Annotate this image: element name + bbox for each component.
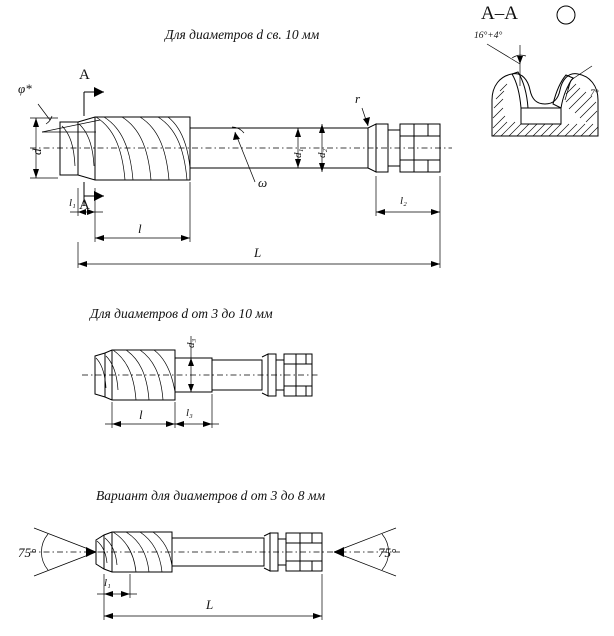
bottom-angle-right-label: 75° (378, 545, 397, 560)
mid-variant-title: Для диаметров d от 3 до 10 мм (90, 306, 273, 321)
main-variant-title: Для диаметров d св. 10 мм (165, 27, 320, 42)
len-l1-label: l₁ (69, 197, 76, 209)
section-angle-top-label: 16°+4° (474, 31, 503, 41)
section-mark-top-label: A (79, 67, 90, 83)
section-aa-geometry (487, 6, 598, 136)
bottom-view-geometry (30, 528, 400, 620)
bottom-angle-left-label: 75° (18, 545, 37, 560)
diameter-d2-label: d₂ (316, 148, 328, 158)
bottom-variant-title: Вариант для диаметров d от 3 до 8 мм (96, 488, 326, 503)
mid-len-l3-label: l₃ (186, 407, 193, 419)
section-angle-right-label: 7° (590, 89, 599, 99)
bottom-len-L-label: L (206, 597, 214, 612)
section-mark-bottom-label: A (79, 197, 90, 213)
len-l-label: l (138, 221, 142, 236)
bottom-len-l1-label: l₁ (104, 577, 111, 589)
mid-view-geometry (82, 336, 320, 428)
main-view-geometry (30, 87, 452, 268)
len-l2-label: l₂ (400, 195, 407, 207)
radius-r-label: r (355, 91, 361, 106)
diameter-d1-label: d₁ (292, 148, 304, 158)
section-aa-title: A–A (481, 3, 518, 24)
diameter-d3-label: d₃ (185, 338, 197, 348)
diameter-d-label: d (29, 148, 44, 155)
len-L-label: L (254, 245, 262, 260)
helix-omega-label: ω (258, 175, 268, 190)
angle-phi-label: φ* (18, 81, 32, 96)
section-arrow-top (84, 87, 104, 116)
mid-len-l-label: l (139, 407, 143, 422)
